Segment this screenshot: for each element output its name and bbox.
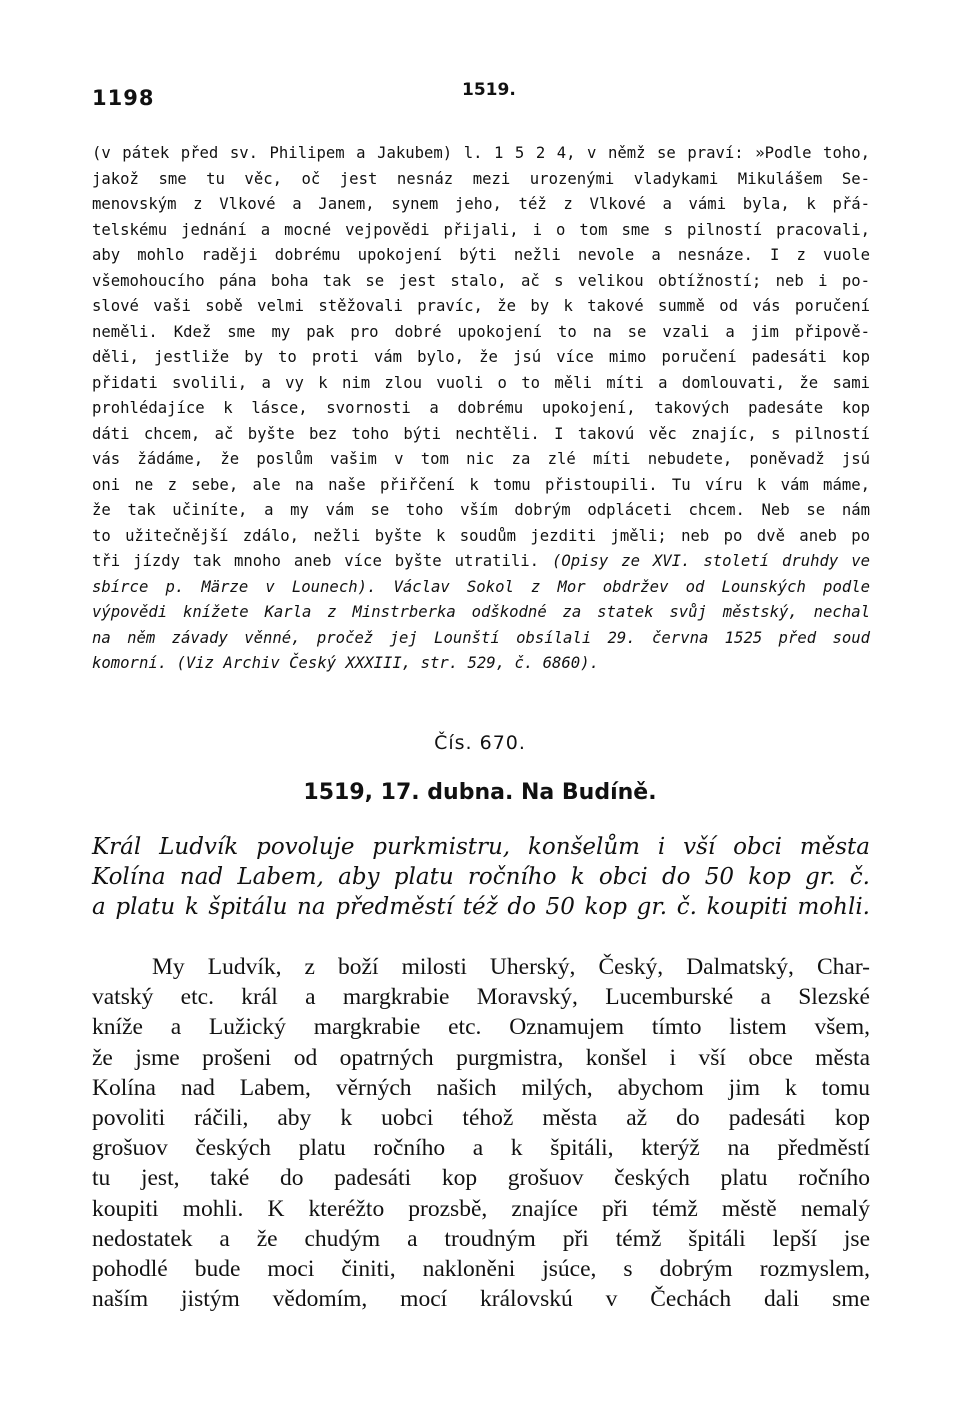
commentary-line-1-text: (v pátek před sv. Philipem a Jakubem) l. 1 5 2 4, v němž se praví: »Podle toho,: [92, 144, 870, 162]
charter-line: že jsme prošeni od opatrných purgmistra, konšel i vší obce města: [92, 1044, 870, 1071]
charter-text: [92, 952, 870, 1314]
commentary-line: oni ne z sebe, ale na naše přiřčení k tomu přistoupili. Tu víru k vám máme,: [92, 475, 870, 494]
running-year: 1519.: [462, 80, 516, 100]
commentary-line: že tak učiníte, a my vám se toho vším dobrým odpláceti chcem. Neb se nám: [92, 501, 870, 519]
source-citation: (Opisy ze XVI. století druhdy ve: [551, 552, 870, 570]
commentary-line: děli, jestliže by to proti vám bylo, že jsú více mimo poručení padesáti kop: [92, 348, 870, 366]
charter-line: pohodlé bude moci činiti, nakloněni jsúce, s dobrým rozmyslem,: [92, 1255, 870, 1282]
commentary-line-italic: sbírce p. Märze v Lounech). Václav Sokol z Mor obdržev od Lounských podle: [92, 577, 870, 596]
regest-line: a platu k špitálu na předměstí též do 50 kop gr. č. koupiti mohli.: [92, 894, 870, 920]
commentary-block: [92, 141, 870, 677]
commentary-line-1: [92, 141, 870, 167]
commentary-line: telskému jednání a mocné vejpovědi přijali, i o tom sme s pilností pracovali,: [92, 220, 870, 239]
commentary-line: to užitečnější zdálo, nežli byšte k soudům jezditi jměli; neb po dvě aneb po: [92, 526, 870, 545]
page-header: [92, 80, 870, 116]
commentary-line: jakož sme tu věc, oč jest nesnáz mezi urozenými vladykami Mikulášem Se-: [92, 169, 870, 188]
charter-line: kníže a Lužický margkrabie etc. Oznamujem tímto listem všem,: [92, 1014, 870, 1041]
regest-line: Král Ludvík povoluje purkmistru, konšelům i vší obci města: [92, 834, 870, 860]
charter-line: naším jistým vědomím, mocí královskú v Čechách dali sme: [92, 1286, 870, 1313]
commentary-line: prohlédajíce k lásce, svornosti a dobrému upokojení, takových padesáte kop: [92, 399, 870, 417]
commentary-line: vás žádáme, že poslům vašim v tom nic za zlé míti nebudete, poněvadž jsú: [92, 450, 870, 468]
commentary-line-mixed: [92, 549, 870, 575]
charter-line: vatský etc. král a margkrabie Moravský, Lucemburské a Slezské: [92, 984, 870, 1011]
charter-line: povoliti ráčili, aby k uobci téhož města až do padesáti kop: [92, 1104, 870, 1131]
commentary-line: menovským z Vlkové a Janem, synem jeho, též z Vlkové a vámi byla, k přá-: [92, 195, 870, 213]
commentary-line-italic: komorní. (Viz Archiv Český XXXIII, str. 529, č. 6860).: [92, 654, 599, 672]
page-number: 1198: [92, 86, 155, 110]
commentary-line: aby mohlo raději dobrému upokojení býti nežli nevole a nesnáze. I z vuole: [92, 246, 870, 264]
commentary-line: všemohoucího pána boha tak se jest stalo, ač s velikou obtížností; neb i po-: [92, 271, 870, 290]
regest-line: Kolína nad Labem, aby platu ročního k obci do 50 kop gr. č.: [92, 864, 870, 890]
charter-line: tu jest, také do padesáti kop grošuov českých platu ročního: [92, 1165, 870, 1192]
commentary-text: tři jízdy tak mnoho aneb více byšte utratili.: [92, 552, 540, 570]
charter-line: My Ludvík, z boží milosti Uherský, Český, Dalmatský, Char-: [152, 954, 870, 980]
charter-line: grošuov českých platu ročního a k špitáli, kterýž na předměstí: [92, 1135, 870, 1162]
charter-line: nedostatek a že chudým a troudným při témž špitáli lepší jse: [92, 1225, 870, 1252]
commentary-line: dáti chcem, ač byšte bez toho býti nechtěli. I takovú věc znajíc, s pilností: [92, 424, 870, 443]
charter-line: Kolína nad Labem, věrných našich milých, abychom jim k tomu: [92, 1074, 870, 1101]
document-number: Čís. 670.: [434, 732, 526, 754]
commentary-line-italic: na něm závady věnné, pročež jej Lounští obsílali 29. června 1525 před soud: [92, 628, 870, 647]
commentary-line: přidati svolili, a vy k nim zlou vuoli o to měli míti a domlouvati, že sami: [92, 373, 870, 392]
commentary-line-italic: výpovědi knížete Karla z Minstrberka odškodné za statek svůj městský, nechal: [92, 603, 870, 621]
commentary-line: slové vaši sobě velmi stěžovali pravíc, že by k takové summě od vás poručení: [92, 297, 870, 315]
commentary-line: neměli. Kdež sme my pak pro dobré upokojení to na se vzali a jim připově-: [92, 322, 870, 341]
charter-line: koupiti mohli. K kteréžto prozsbě, znajíce při témž městě nemalý: [92, 1195, 870, 1222]
regest-summary: [92, 832, 870, 922]
document-date-heading: 1519, 17. dubna. Na Budíně.: [303, 780, 657, 805]
